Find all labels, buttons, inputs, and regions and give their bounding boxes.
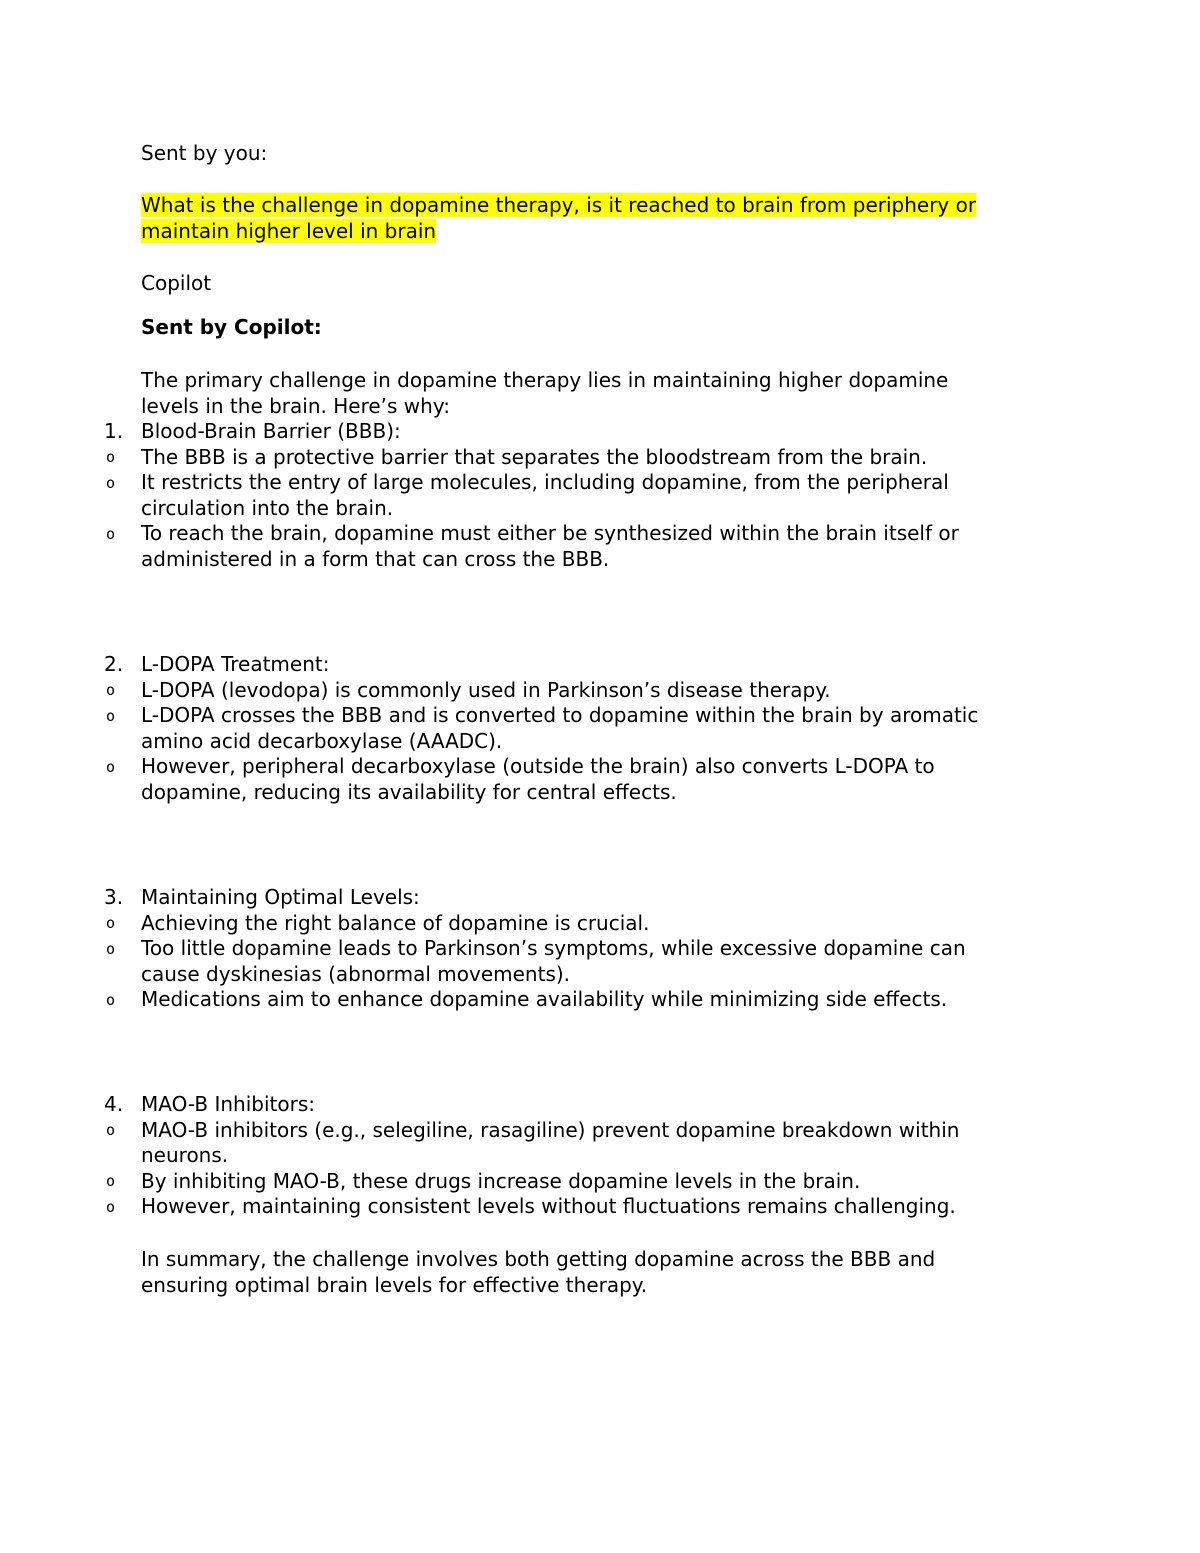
section-2-bullet-2-line-1: L-DOPA crosses the BBB and is converted to dopamine within the brain by aromatic — [141, 703, 979, 727]
question-highlight-1: What is the challenge in dopamine therapy, is it reached to brain from periphery or — [141, 193, 977, 217]
section-1-bullet-2-line-2: circulation into the brain. — [141, 495, 394, 520]
section-1-bullet-3-line-1: To reach the brain, dopamine must either be synthesized within the brain itself or — [141, 521, 959, 545]
section-number-4: 4. — [104, 1092, 124, 1116]
bullet-marker: o — [106, 524, 116, 543]
bullet-marker: o — [106, 681, 116, 699]
bullet-marker: o — [106, 1121, 116, 1139]
section-2-bullet-2-line-2: amino acid decarboxylase (AAADC). — [141, 728, 503, 753]
assistant-name: Copilot — [141, 271, 212, 295]
section-4-bullet-1-line-1: MAO-B inhibitors (e.g., selegiline, rasagiline) prevent dopamine breakdown within — [141, 1117, 960, 1142]
bullet-marker: o — [106, 990, 116, 1009]
section-1-bullet-2-line-1: It restricts the entry of large molecules, including dopamine, from the peripheral — [141, 470, 949, 494]
bullet-marker: o — [106, 473, 116, 492]
question-highlight-2: maintain higher level in brain — [141, 218, 437, 243]
summary-line-1: In summary, the challenge involves both getting dopamine across the BBB and — [141, 1247, 936, 1271]
bullet-marker: o — [106, 757, 116, 776]
section-heading-3: Maintaining Optimal Levels: — [141, 885, 420, 909]
section-1-bullet-3-line-2: administered in a form that can cross the BBB. — [141, 546, 610, 571]
intro-line-2: levels in the brain. Here’s why: — [141, 393, 450, 418]
section-3-bullet-2-line-2: cause dyskinesias (abnormal movements). — [141, 961, 571, 986]
section-4-bullet-1-line-2: neurons. — [141, 1143, 229, 1167]
bullet-marker: o — [106, 939, 116, 958]
section-3-bullet-2-line-1: Too little dopamine leads to Parkinson’s symptoms, while excessive dopamine can — [141, 936, 966, 960]
section-3-bullet-3: Medications aim to enhance dopamine availability while minimizing side effects. — [141, 987, 948, 1011]
question-line-2 — [141, 219, 436, 245]
section-3-bullet-1: Achieving the right balance of dopamine is crucial. — [141, 910, 650, 935]
section-number-2: 2. — [104, 652, 124, 676]
sender-label-copilot: Sent by Copilot: — [141, 315, 322, 339]
section-number-1: 1. — [104, 419, 124, 443]
question-line-1 — [141, 193, 976, 219]
section-heading-4: MAO-B Inhibitors: — [141, 1092, 315, 1116]
bullet-marker: o — [106, 914, 116, 932]
section-2-bullet-3-line-1: However, peripheral decarboxylase (outside the brain) also converts L-DOPA to — [141, 754, 935, 778]
section-4-bullet-2: By inhibiting MAO-B, these drugs increase dopamine levels in the brain. — [141, 1168, 861, 1193]
section-number-3: 3. — [104, 885, 124, 909]
section-4-bullet-3: However, maintaining consistent levels without fluctuations remains challenging. — [141, 1194, 956, 1218]
bullet-marker: o — [106, 706, 116, 725]
section-2-bullet-3-line-2: dopamine, reducing its availability for central effects. — [141, 779, 677, 804]
section-heading-2: L-DOPA Treatment: — [141, 652, 330, 676]
bullet-marker: o — [106, 448, 116, 466]
bullet-marker: o — [106, 1197, 116, 1216]
section-1-bullet-1: The BBB is a protective barrier that separates the bloodstream from the brain. — [141, 444, 928, 469]
section-2-bullet-1: L-DOPA (levodopa) is commonly used in Parkinson’s disease therapy. — [141, 677, 831, 702]
summary-line-2: ensuring optimal brain levels for effective therapy. — [141, 1272, 648, 1297]
intro-line-1: The primary challenge in dopamine therapy lies in maintaining higher dopamine — [141, 368, 949, 392]
section-heading-1: Blood-Brain Barrier (BBB): — [141, 419, 401, 443]
bullet-marker: o — [106, 1172, 116, 1190]
sender-label-user: Sent by you: — [141, 141, 268, 165]
